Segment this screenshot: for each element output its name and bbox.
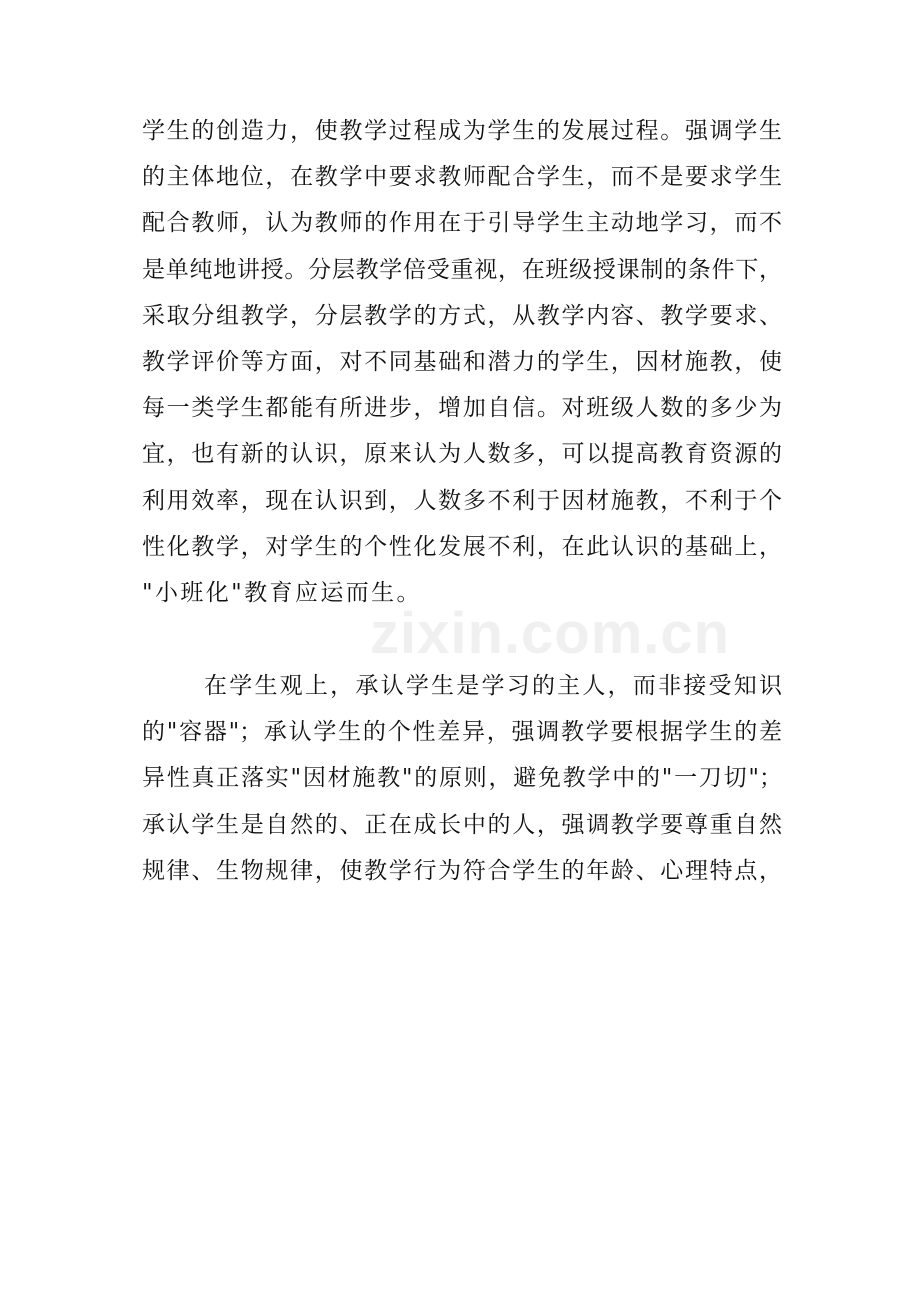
text-line-indented: 在学生观上，承认学生是学习的主人，而非接受知识 bbox=[204, 673, 782, 700]
document-body bbox=[142, 108, 782, 894]
text-line: 异性真正落实"因材施教"的原则，避免教学中的"一刀切"； bbox=[142, 765, 782, 792]
text-line: 每一类学生都能有所进步，增加自信。对班级人数的多少为 bbox=[142, 395, 782, 422]
text-line: 采取分组教学，分层教学的方式，从教学内容、教学要求、 bbox=[142, 302, 782, 329]
text-line: 的"容器"；承认学生的个性差异，强调教学要根据学生的差 bbox=[142, 719, 782, 746]
paragraph-1 bbox=[142, 108, 782, 616]
text-line: 是单纯地讲授。分层教学倍受重视，在班级授课制的条件下， bbox=[142, 256, 782, 283]
text-line: 配合教师，认为教师的作用在于引导学生主动地学习，而不 bbox=[142, 210, 782, 237]
text-line: 教学评价等方面，对不同基础和潜力的学生，因材施教，使 bbox=[142, 348, 782, 375]
text-line: 规律、生物规律，使教学行为符合学生的年龄、心理特点， bbox=[142, 857, 782, 884]
text-line: 宜，也有新的认识，原来认为人数多，可以提高教育资源的 bbox=[142, 441, 782, 468]
text-line-last: "小班化"教育应运而生。 bbox=[142, 579, 422, 606]
paragraph-2 bbox=[142, 663, 782, 894]
text-line: 性化教学，对学生的个性化发展不利，在此认识的基础上， bbox=[142, 533, 782, 560]
text-line: 的主体地位，在教学中要求教师配合学生，而不是要求学生 bbox=[142, 164, 782, 191]
paragraph-gap bbox=[142, 616, 782, 663]
text-line: 承认学生是自然的、正在成长中的人，强调教学要尊重自然 bbox=[142, 811, 782, 838]
watermark: zixin.com.cn bbox=[370, 601, 731, 666]
text-line: 学生的创造力，使教学过程成为学生的发展过程。强调学生 bbox=[142, 118, 782, 144]
text-line: 利用效率，现在认识到，人数多不利于因材施教，不利于个 bbox=[142, 487, 782, 514]
